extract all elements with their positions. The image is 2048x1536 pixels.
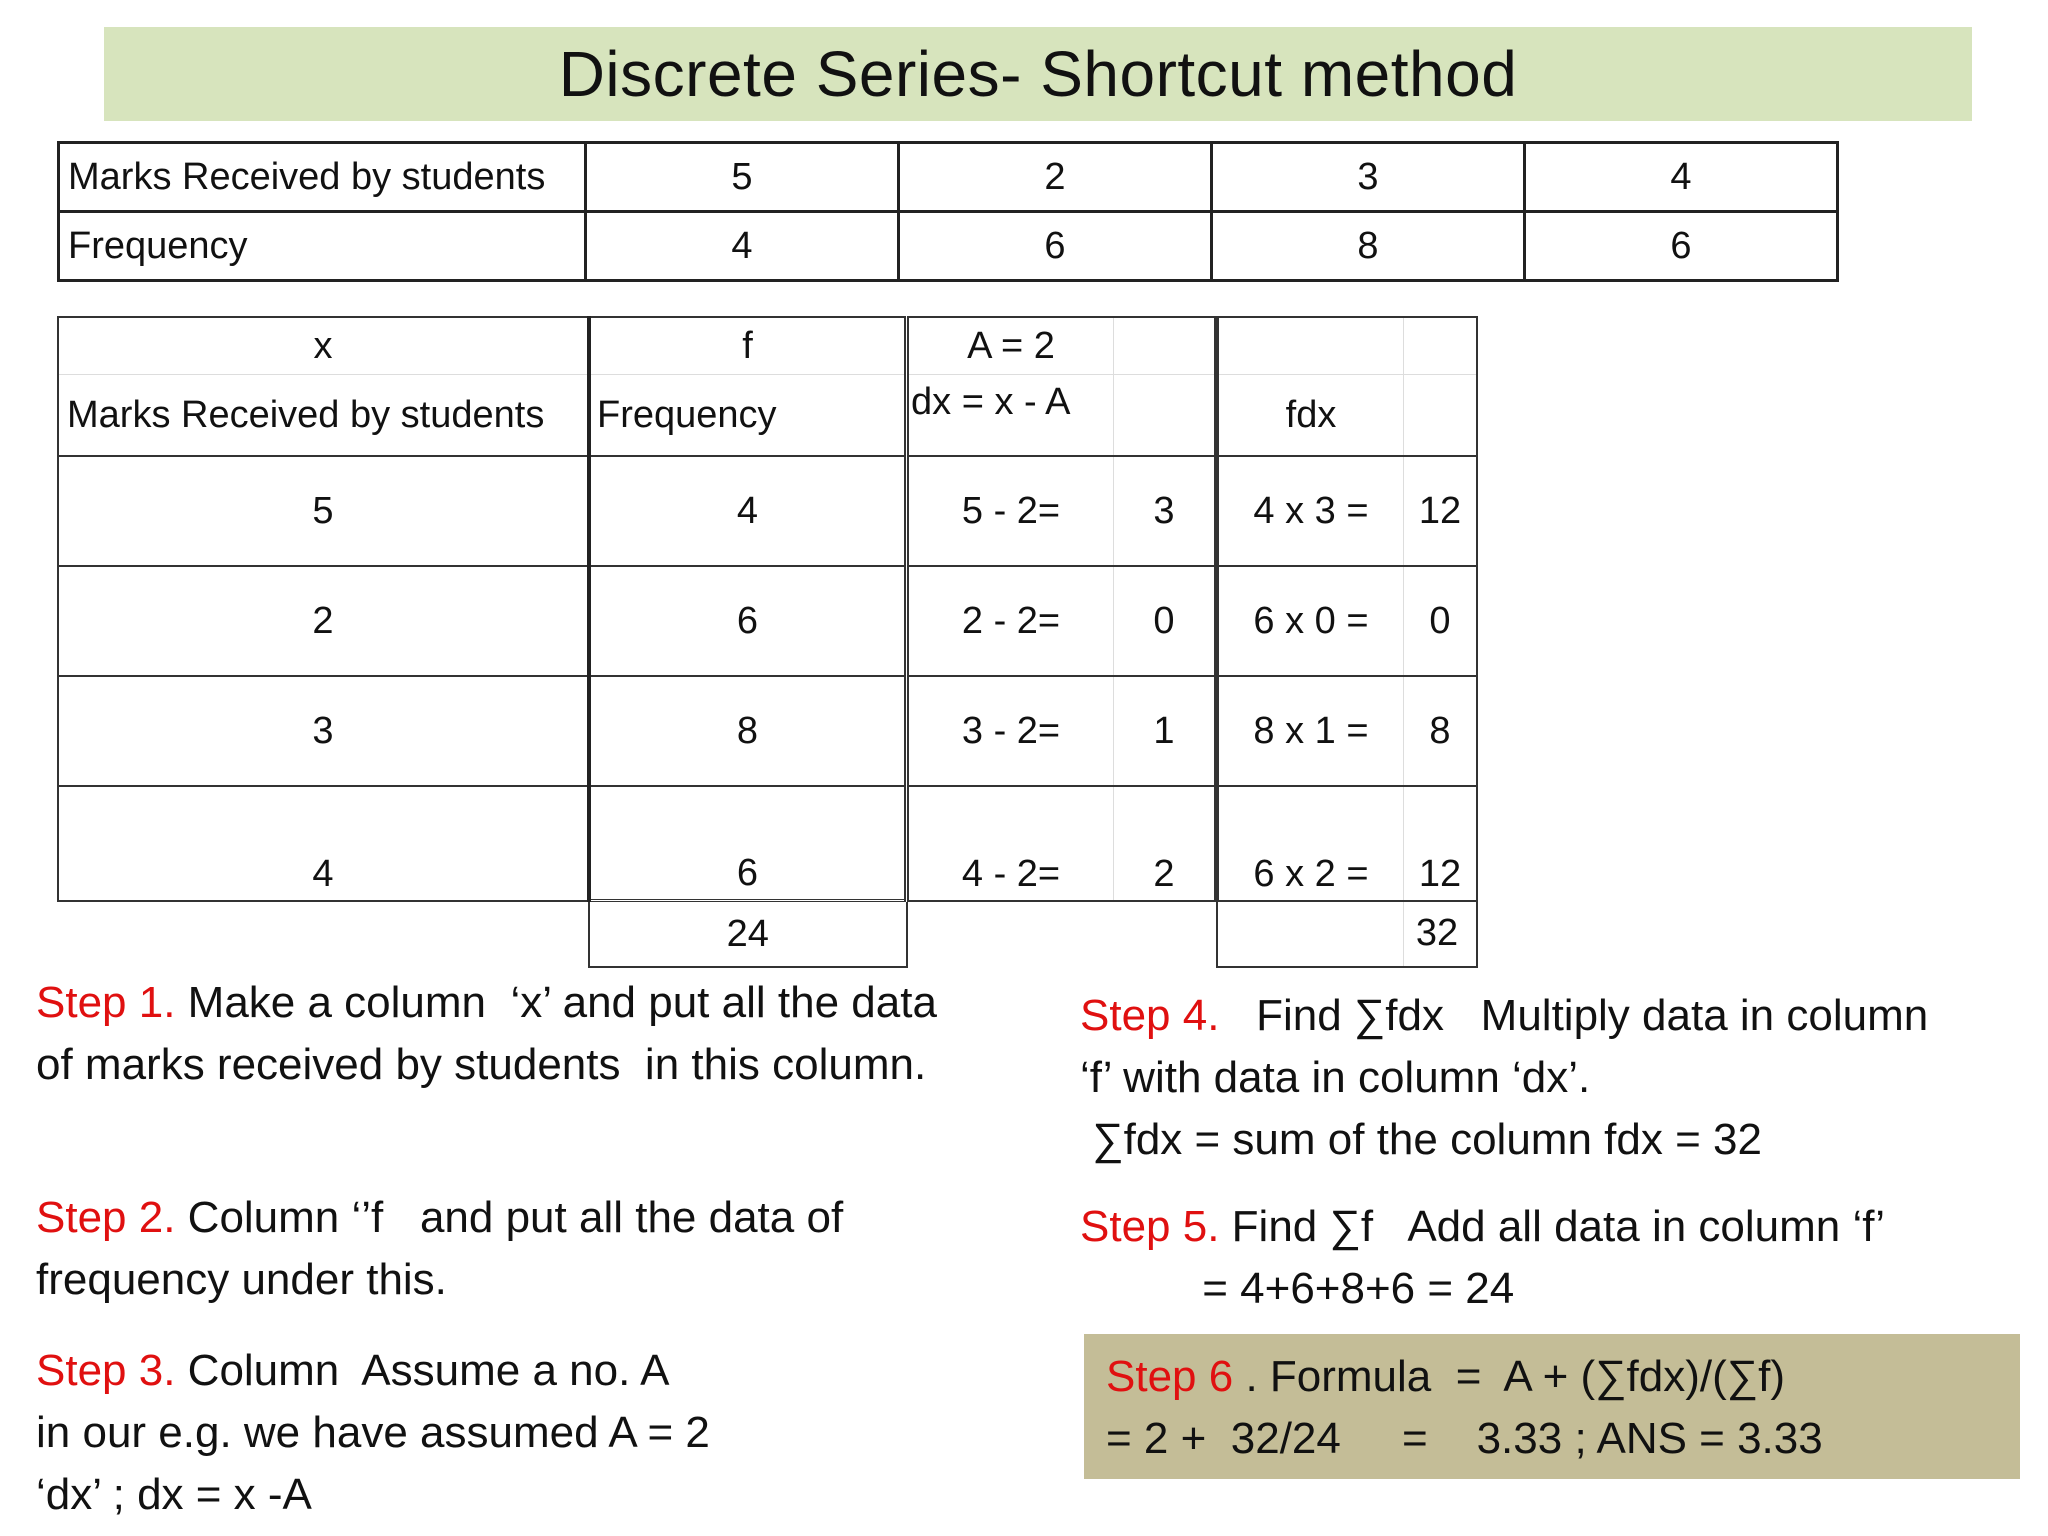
step-2 — [36, 1187, 843, 1311]
step-3-label: Step 3. — [36, 1346, 176, 1395]
table-row — [59, 143, 1838, 212]
header-row — [58, 375, 1477, 457]
step-4-label: Step 4. — [1080, 991, 1220, 1040]
data-table — [57, 141, 1839, 282]
cell-fdx: 8 — [1404, 676, 1478, 786]
table-cell: 6 — [899, 212, 1212, 281]
cell-f: 8 — [589, 676, 907, 786]
table-row — [59, 212, 1838, 281]
cell-x: 2 — [58, 566, 589, 676]
cell-fdx: 12 — [1404, 786, 1478, 901]
table-cell — [58, 901, 589, 968]
total-fdx: 32 — [1404, 901, 1478, 968]
header-row — [58, 317, 1477, 375]
table-cell — [1404, 317, 1478, 375]
title-band — [104, 27, 1972, 121]
cell-dx-expr: 3 - 2= — [907, 676, 1114, 786]
step-6-line1: . Formula = A + (∑fdx)/(∑f) — [1233, 1352, 1785, 1401]
table-cell — [1217, 901, 1404, 968]
table-row — [58, 456, 1477, 566]
step-3-line1: Column Assume a no. A — [175, 1346, 670, 1395]
cell-x: 4 — [58, 786, 589, 901]
step-5 — [1080, 1196, 1885, 1320]
step-6-line2: = 2 + 32/24 = 3.33 ; ANS = 3.33 — [1106, 1414, 1823, 1463]
cell-fdx-expr: 4 x 3 = — [1217, 456, 1404, 566]
cell-fdx-expr: 6 x 0 = — [1217, 566, 1404, 676]
table-cell — [1404, 375, 1478, 457]
row-label: Frequency — [59, 212, 586, 281]
cell-fdx: 0 — [1404, 566, 1478, 676]
table-cell: 4 — [1525, 143, 1838, 212]
step-1-label: Step 1. — [36, 978, 176, 1027]
cell-x: 3 — [58, 676, 589, 786]
table-cell: 2 — [899, 143, 1212, 212]
step-5-line2: = 4+6+8+6 = 24 — [1080, 1264, 1515, 1313]
table-row — [58, 676, 1477, 786]
cell-dx: 0 — [1114, 566, 1217, 676]
cell-f: 6 — [589, 786, 907, 901]
row-label: Marks Received by students — [59, 143, 586, 212]
step-4-line2: ‘f’ with data in column ‘dx’. — [1080, 1053, 1591, 1102]
cell-x: 5 — [58, 456, 589, 566]
cell-dx-expr: 4 - 2= — [907, 786, 1114, 901]
table-row — [58, 566, 1477, 676]
total-f: 24 — [589, 901, 907, 968]
step-6-label: Step 6 — [1106, 1352, 1234, 1401]
calculation-table — [57, 316, 1478, 968]
table-cell — [1114, 901, 1217, 968]
step-5-line1: Find ∑f Add all data in column ‘f’ — [1219, 1202, 1886, 1251]
cell-fdx: 12 — [1404, 456, 1478, 566]
header-a: A = 2 — [907, 317, 1114, 375]
step-1-line1: Make a column ‘x’ and put all the data — [175, 978, 937, 1027]
table-cell: 8 — [1212, 212, 1525, 281]
cell-f: 4 — [589, 456, 907, 566]
header-marks: Marks Received by students — [58, 375, 589, 457]
header-f: f — [589, 317, 907, 375]
cell-dx-expr: 5 - 2= — [907, 456, 1114, 566]
step-1 — [36, 972, 937, 1096]
step-2-line2: frequency under this. — [36, 1255, 447, 1304]
step-2-label: Step 2. — [36, 1193, 176, 1242]
step-4-line1: Find ∑fdx Multiply data in column — [1219, 991, 1929, 1040]
table-cell: 5 — [586, 143, 899, 212]
cell-dx: 3 — [1114, 456, 1217, 566]
step-4 — [1080, 985, 1928, 1171]
page-title: Discrete Series- Shortcut method — [558, 38, 1518, 110]
cell-f: 6 — [589, 566, 907, 676]
cell-fdx-expr: 8 x 1 = — [1217, 676, 1404, 786]
table-cell — [1114, 317, 1217, 375]
header-fdx: fdx — [1217, 375, 1404, 457]
header-dx: dx = x - A — [907, 375, 1114, 457]
header-x: x — [58, 317, 589, 375]
step-3-line3: ‘dx’ ; dx = x -A — [36, 1470, 312, 1519]
cell-dx: 1 — [1114, 676, 1217, 786]
table-cell: 3 — [1212, 143, 1525, 212]
cell-fdx-expr: 6 x 2 = — [1217, 786, 1404, 901]
total-row — [58, 901, 1477, 968]
table-cell — [1217, 317, 1404, 375]
table-cell: 6 — [1525, 212, 1838, 281]
cell-dx-expr: 2 - 2= — [907, 566, 1114, 676]
step-3 — [36, 1340, 710, 1526]
step-3-line2: in our e.g. we have assumed A = 2 — [36, 1408, 710, 1457]
step-2-line1: Column ‘’f and put all the data of — [175, 1193, 844, 1242]
table-cell — [1114, 375, 1217, 457]
table-cell: 4 — [586, 212, 899, 281]
table-row — [58, 786, 1477, 901]
step-5-label: Step 5. — [1080, 1202, 1220, 1251]
step-6 — [1106, 1346, 1823, 1470]
table-cell — [907, 901, 1114, 968]
header-frequency: Frequency — [589, 375, 907, 457]
cell-dx: 2 — [1114, 786, 1217, 901]
step-1-line2: of marks received by students in this column. — [36, 1040, 927, 1089]
step-4-line3: ∑fdx = sum of the column fdx = 32 — [1080, 1115, 1762, 1164]
